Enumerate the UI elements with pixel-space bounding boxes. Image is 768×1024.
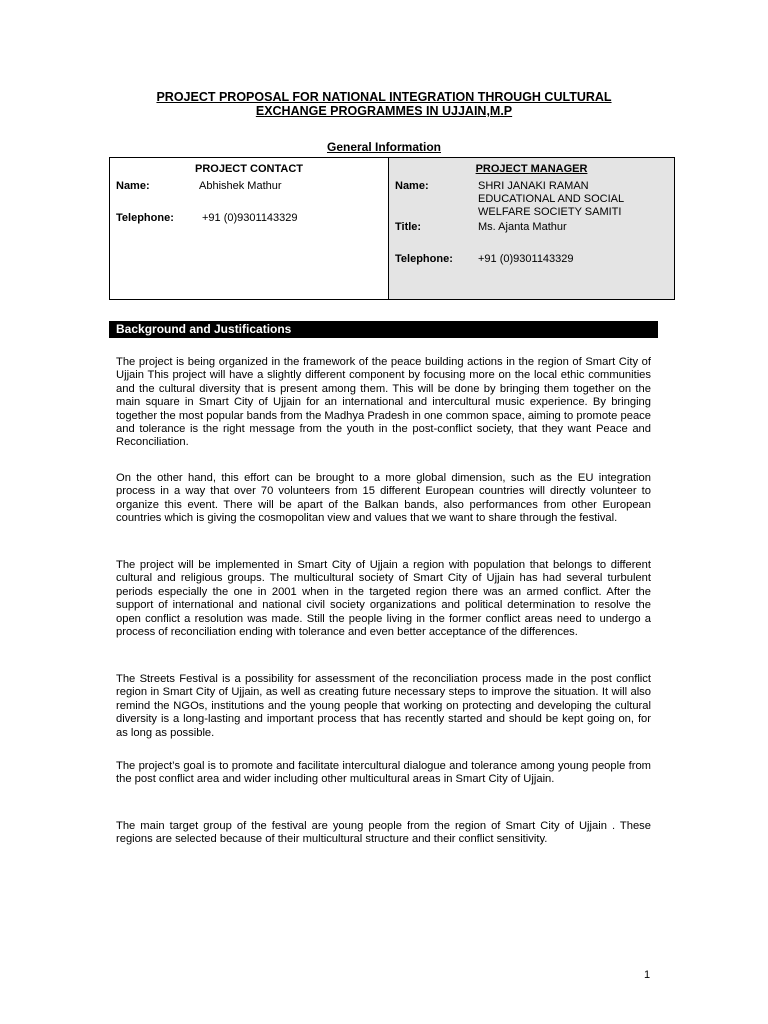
- manager-telephone-label: Telephone:: [395, 253, 453, 265]
- manager-name-value: [478, 180, 624, 219]
- manager-telephone-value: +91 (0)9301143329: [478, 253, 574, 265]
- document-title-line-2: EXCHANGE PROGRAMMES IN UJJAIN,M.P: [255, 104, 513, 118]
- project-contact-column: [110, 158, 389, 299]
- contact-telephone-value: +91 (0)9301143329: [202, 212, 298, 224]
- document-title-line-1: PROJECT PROPOSAL FOR NATIONAL INTEGRATION THROUGH CULTURAL: [156, 90, 612, 104]
- general-information-table: [109, 157, 675, 300]
- contact-name-value: Abhishek Mathur: [199, 180, 282, 192]
- background-paragraph-5: The project’s goal is to promote and facilitate intercultural dialogue and tolerance among young people from the post conflict area and wider including other multicultural areas in Smart City of Ujjain.: [116, 760, 651, 786]
- project-manager-heading: PROJECT MANAGER: [475, 163, 588, 175]
- contact-name-label: Name:: [116, 180, 150, 192]
- project-contact-heading: PROJECT CONTACT: [195, 163, 303, 175]
- manager-title-value: Ms. Ajanta Mathur: [478, 221, 567, 233]
- contact-telephone-label: Telephone:: [116, 212, 174, 224]
- background-paragraph-4: The Streets Festival is a possibility for assessment of the reconciliation process made in the post conflict region in Smart City of Ujjain, as well as creating future necessary steps to improve the situation. It will also remind the NGOs, institutions and the young people that working on protecting and developing the cultural diversity is a long-lasting and important process that has recently started and should be kept going on, for as long as possible.: [116, 673, 651, 739]
- background-paragraph-6: The main target group of the festival are young people from the region of Smart City of Ujjain . These regions are selected because of their multicultural structure and their conflict sensitivity.: [116, 820, 651, 846]
- manager-name-line-2: EDUCATIONAL AND SOCIAL: [478, 193, 625, 205]
- background-paragraph-1: The project is being organized in the framework of the peace building actions in the region of Smart City of Ujjain This project will have a slightly different component by focusing more on the local ethic communities and the cultural diversity that is present among them. This will be done by bringing them together on the main square in Smart City of Ujjain for an international and intercultural music experience. By bringing together the most popular bands from the Madhya Pradesh in one common space, aiming to promote peace and tolerance is the right message from the youth in the post-conflict society, that they want Peace and Reconciliation.: [116, 356, 651, 449]
- manager-name-line-1: SHRI JANAKI RAMAN: [478, 180, 589, 192]
- document-title: [110, 90, 658, 118]
- background-section-header: Background and Justifications: [109, 321, 658, 338]
- manager-name-line-3: WELFARE SOCIETY SAMITI: [478, 206, 622, 218]
- general-information-heading: General Information: [326, 140, 442, 154]
- project-manager-column: [389, 158, 674, 299]
- manager-name-label: Name:: [395, 180, 429, 192]
- manager-title-label: Title:: [395, 221, 422, 233]
- background-paragraph-2: On the other hand, this effort can be brought to a more global dimension, such as the EU integration process in a way that over 70 volunteers from 15 different European countries will directly volunteer to organize this event. There will be apart of the Balkan bands, also performances from other European countries which is giving the cosmopolitan view and values that we want to share through the festival.: [116, 472, 651, 525]
- page-number: 1: [644, 969, 651, 981]
- background-paragraph-3: The project will be implemented in Smart City of Ujjain a region with population that belongs to different cultural and religious groups. The multicultural society of Smart City of Ujjain has had several turbulent periods especially the one in 2001 when in the targeted region there was an armed conflict. After the support of international and national civil society organizations and political determination to resolve the open conflict a resolution was made. Still the people living in the former conflict areas need to undergo a process of reconciliation ending with tolerance and even better acceptance of the differences.: [116, 559, 651, 639]
